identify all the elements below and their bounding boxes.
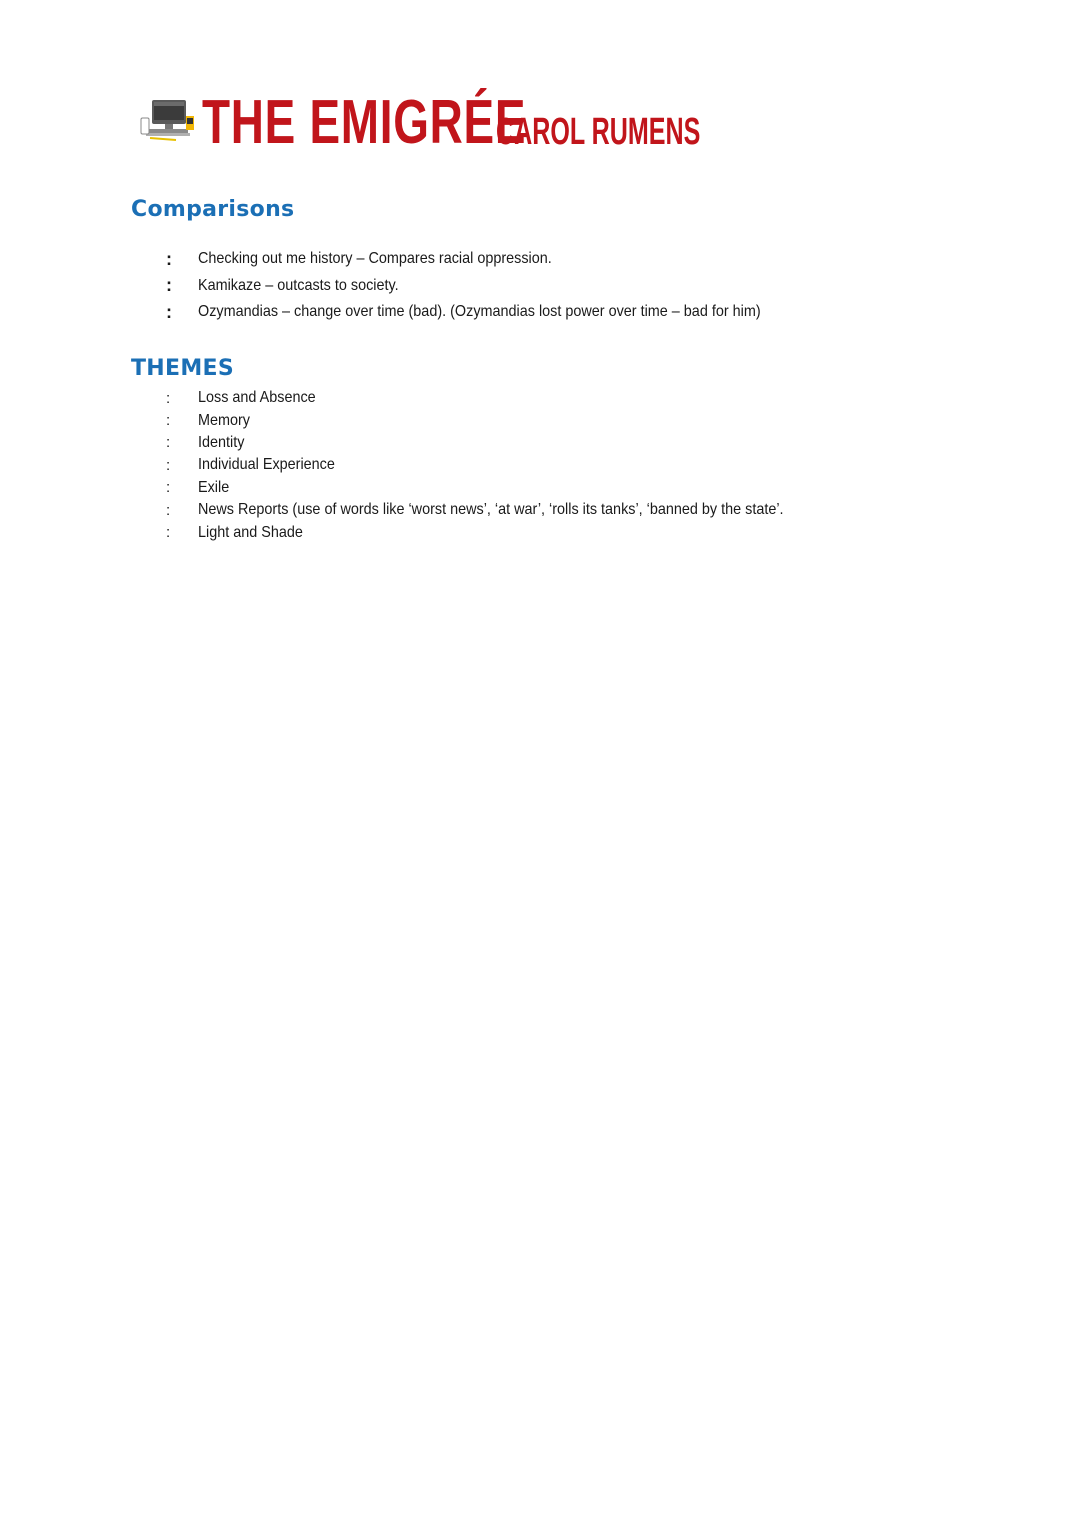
page-title: THE EMIGRÉE (202, 88, 527, 157)
theme-item-text: Memory (198, 411, 251, 429)
page-subtitle-author: CAROL RUMENS (496, 111, 701, 153)
comparison-item-text: Checking out me history – Compares racial oppression. (198, 250, 552, 268)
list-item (164, 499, 849, 521)
theme-item-text: Exile (198, 478, 230, 496)
themes-heading: THEMES (131, 356, 235, 381)
bullet-marker: : (166, 434, 171, 452)
themes-list (164, 387, 849, 544)
comparison-item-text: Kamikaze – outcasts to society. (198, 276, 399, 294)
bullet-marker: : (166, 389, 171, 407)
bullet-marker: : (166, 524, 171, 542)
title-bar (140, 76, 806, 156)
list-item (164, 454, 849, 476)
bullet-marker: : (166, 301, 172, 322)
list-item (164, 521, 849, 543)
comparisons-list (164, 246, 823, 326)
list-item (164, 409, 849, 431)
theme-item-text: News Reports (use of words like ‘worst news’, ‘at war’, ‘rolls its tanks’, ‘banned by the state’. (198, 501, 784, 519)
theme-item-text: Identity (198, 433, 245, 451)
comparison-item-text: Ozymandias – change over time (bad). (Ozymandias lost power over time – bad for him) (198, 303, 761, 321)
theme-item-text: Individual Experience (198, 456, 335, 474)
theme-item-text: Loss and Absence (198, 389, 316, 407)
comparisons-heading: Comparisons (131, 197, 295, 222)
theme-item-text: Light and Shade (198, 523, 303, 541)
list-item (164, 477, 849, 499)
bullet-marker: : (166, 412, 171, 430)
bullet-marker: : (166, 501, 171, 519)
list-item (164, 387, 849, 409)
list-item (164, 299, 823, 326)
bullet-marker: : (166, 456, 171, 474)
devices-icon (140, 96, 196, 142)
bullet-marker: : (166, 479, 171, 497)
list-item (164, 246, 823, 273)
bullet-marker: : (166, 248, 172, 269)
bullet-marker: : (166, 275, 172, 296)
list-item (164, 273, 823, 300)
list-item (164, 432, 849, 454)
